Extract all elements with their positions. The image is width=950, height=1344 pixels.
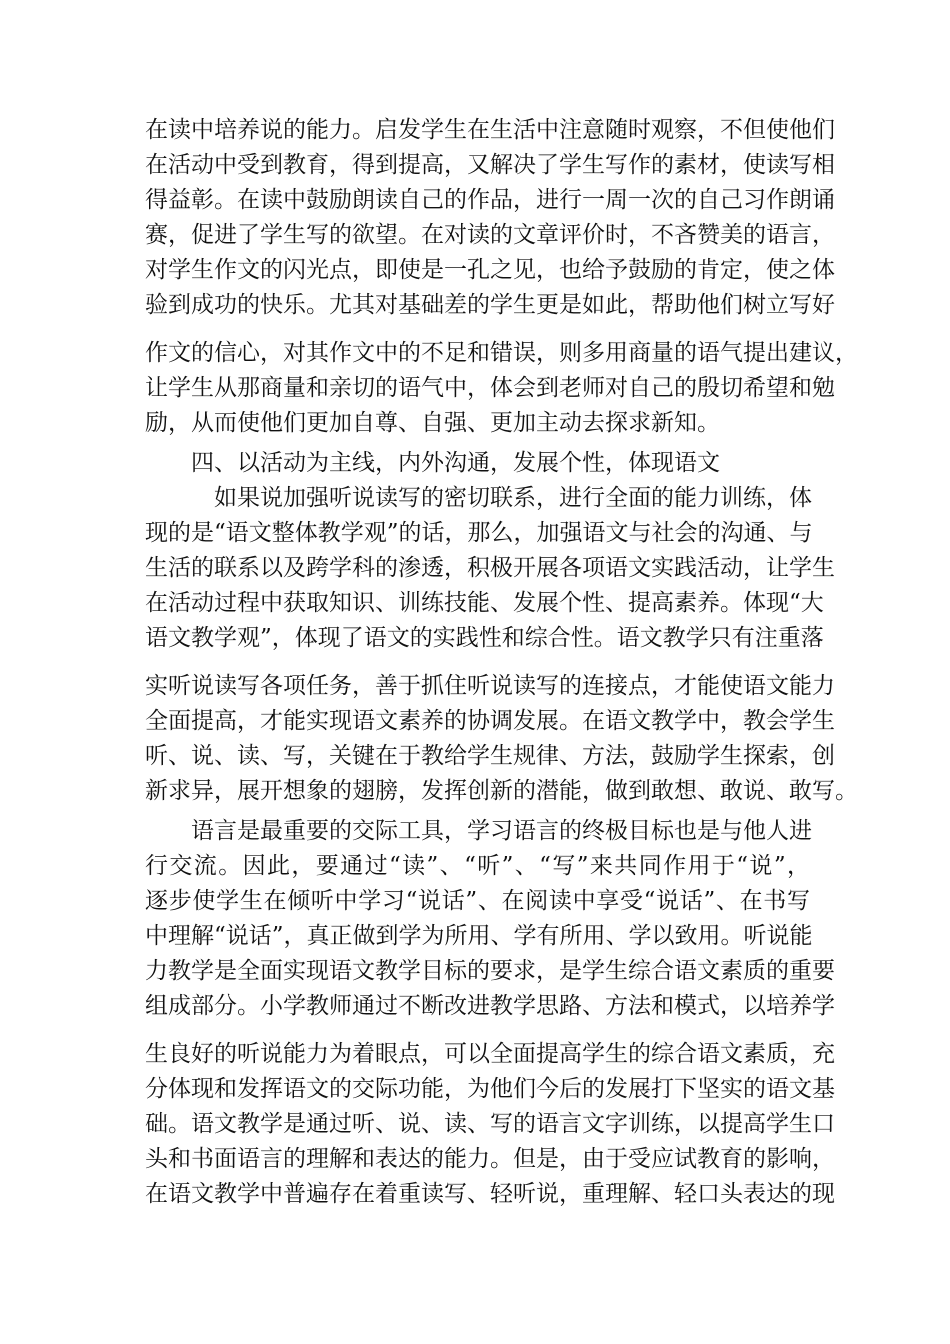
- text-line: 头和书面语言的理解和表达的能力。但是，由于受应试教育的影响，: [145, 1146, 835, 1172]
- text-line: 作文的信心，对其作文中的不足和错误，则多用商量的语气提出建议，: [145, 340, 858, 366]
- text-line: 语文教学观”，体现了语文的实践性和综合性。语文教学只有注重落: [145, 625, 824, 651]
- text-line: 分体现和发挥语文的交际功能，为他们今后的发展打下坚实的语文基: [145, 1076, 835, 1102]
- text-line: 在活动中受到教育，得到提高，又解决了学生写作的素材，使读写相: [145, 152, 835, 178]
- text-line: 在活动过程中获取知识、训练技能、发展个性、提高素养。体现“大: [145, 590, 824, 616]
- text-line: 逐步使学生在倾听中学习“说话”、在阅读中享受“说话”、在书写: [145, 888, 810, 914]
- text-line: 在读中培养说的能力。启发学生在生活中注意随时观察，不但使他们: [145, 117, 835, 143]
- section-heading: 四、以活动为主线，内外沟通，发展个性，体现语文: [145, 450, 720, 476]
- text-line: 实听说读写各项任务，善于抓住听说读写的连接点，才能使语文能力: [145, 673, 835, 699]
- text-line: 生良好的听说能力为着眼点，可以全面提高学生的综合语文素质，充: [145, 1041, 835, 1067]
- text-line: 在语文教学中普遍存在着重读写、轻听说，重理解、轻口头表达的现: [145, 1181, 835, 1207]
- text-line: 听、说、读、写，关键在于教给学生规律、方法，鼓励学生探索，创: [145, 743, 835, 769]
- text-line: 生活的联系以及跨学科的渗透，积极开展各项语文实践活动，让学生: [145, 555, 835, 581]
- text-line: 中理解“说话”，真正做到学为所用、学有所用、学以致用。听说能: [145, 923, 813, 949]
- text-line: 现的是“语文整体教学观”的话，那么，加强语文与社会的沟通、与: [145, 520, 813, 546]
- text-line: 让学生从那商量和亲切的语气中，体会到老师对自己的殷切希望和勉: [145, 375, 835, 401]
- text-line: 励，从而使他们更加自尊、自强、更加主动去探求新知。: [145, 410, 720, 436]
- text-line: 础。语文教学是通过听、说、读、写的语言文字训练，以提高学生口: [145, 1111, 835, 1137]
- text-line: 赛，促进了学生写的欲望。在对读的文章评价时，不吝赞美的语言，: [145, 222, 835, 248]
- text-line: 新求异，展开想象的翅膀，发挥创新的潜能，做到敢想、敢说、敢写。: [145, 778, 858, 804]
- text-line: 组成部分。小学教师通过不断改进教学思路、方法和模式，以培养学: [145, 993, 835, 1019]
- text-line: 行交流。因此，要通过“读”、“听”、“写”来共同作用于“说”，: [145, 853, 810, 879]
- text-line: 语言是最重要的交际工具，学习语言的终极目标也是与他人进: [145, 818, 812, 844]
- text-line: 力教学是全面实现语文教学目标的要求，是学生综合语文素质的重要: [145, 958, 835, 984]
- text-line: 对学生作文的闪光点，即使是一孔之见，也给予鼓励的肯定，使之体: [145, 257, 835, 283]
- text-line: 全面提高，才能实现语文素养的协调发展。在语文教学中，教会学生: [145, 708, 835, 734]
- text-line: 验到成功的快乐。尤其对基础差的学生更是如此，帮助他们树立写好: [145, 292, 835, 318]
- text-line: 得益彰。在读中鼓励朗读自己的作品，进行一周一次的自己习作朗诵: [145, 187, 835, 213]
- text-line: 如果说加强听说读写的密切联系，进行全面的能力训练，体: [145, 485, 812, 511]
